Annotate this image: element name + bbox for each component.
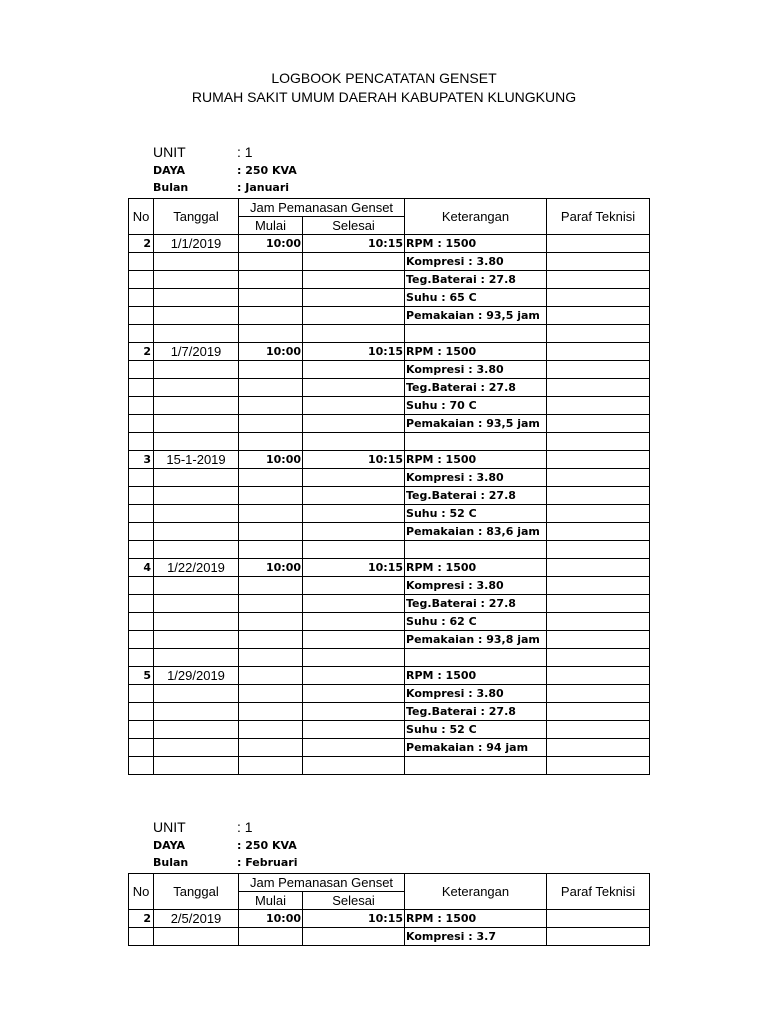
empty-cell: [154, 271, 239, 289]
table-row: [129, 910, 650, 928]
header-jam-pemanasan: Jam Pemanasan Genset: [239, 199, 405, 217]
header-paraf: Paraf Teknisi: [547, 874, 650, 910]
empty-cell: [303, 577, 405, 595]
empty-cell: [154, 721, 239, 739]
empty-cell: [154, 307, 239, 325]
entry-keterangan: Teg.Baterai : 27.8: [405, 271, 547, 289]
empty-cell: [129, 757, 154, 775]
entry-keterangan: Suhu : 65 C: [405, 289, 547, 307]
header-keterangan: Keterangan: [405, 874, 547, 910]
daya-value: : 250 KVA: [237, 164, 297, 177]
header-jam-pemanasan: Jam Pemanasan Genset: [239, 874, 405, 892]
empty-cell: [303, 703, 405, 721]
bulan-label: Bulan: [153, 856, 189, 869]
entry-keterangan: Pemakaian : 93,5 jam: [405, 415, 547, 433]
table-row: [129, 469, 650, 487]
entry-no: 2: [129, 910, 154, 928]
entry-paraf: [547, 649, 650, 667]
entry-keterangan: RPM : 1500: [405, 235, 547, 253]
empty-cell: [154, 613, 239, 631]
empty-cell: [129, 289, 154, 307]
table-row: [129, 505, 650, 523]
empty-cell: [154, 703, 239, 721]
entry-paraf: [547, 613, 650, 631]
empty-cell: [154, 361, 239, 379]
table-row: [129, 379, 650, 397]
table-row: [129, 721, 650, 739]
entry-paraf: [547, 361, 650, 379]
entry-keterangan: RPM : 1500: [405, 667, 547, 685]
header-selesai: Selesai: [303, 217, 405, 235]
empty-cell: [129, 253, 154, 271]
empty-cell: [239, 469, 303, 487]
entry-keterangan: Suhu : 70 C: [405, 397, 547, 415]
entry-paraf: [547, 307, 650, 325]
empty-cell: [154, 289, 239, 307]
table-row: [129, 325, 650, 343]
entry-no: 2: [129, 343, 154, 361]
empty-cell: [129, 379, 154, 397]
unit-value: : 1: [237, 144, 253, 160]
entry-paraf: [547, 397, 650, 415]
empty-cell: [303, 397, 405, 415]
empty-cell: [129, 271, 154, 289]
entry-paraf: [547, 757, 650, 775]
table-row: [129, 487, 650, 505]
entry-paraf: [547, 928, 650, 946]
table-row: [129, 307, 650, 325]
empty-cell: [239, 595, 303, 613]
empty-cell: [303, 271, 405, 289]
title-line-2: RUMAH SAKIT UMUM DAERAH KABUPATEN KLUNGKUNG: [191, 89, 577, 105]
unit-label: UNIT: [153, 819, 186, 835]
entry-keterangan: Teg.Baterai : 27.8: [405, 487, 547, 505]
empty-cell: [154, 469, 239, 487]
empty-cell: [129, 613, 154, 631]
empty-cell: [154, 631, 239, 649]
entry-keterangan: Kompresi : 3.80: [405, 253, 547, 271]
entry-paraf: [547, 667, 650, 685]
table-header-row: [129, 874, 650, 892]
entry-paraf: [547, 505, 650, 523]
entry-keterangan: Teg.Baterai : 27.8: [405, 703, 547, 721]
entry-keterangan: RPM : 1500: [405, 451, 547, 469]
table-row: [129, 433, 650, 451]
empty-cell: [129, 433, 154, 451]
entry-mulai: 10:00: [239, 910, 303, 928]
table-row: [129, 397, 650, 415]
entry-paraf: [547, 451, 650, 469]
table-header-row: [129, 199, 650, 217]
table-row: [129, 271, 650, 289]
entry-paraf: [547, 703, 650, 721]
table-row: [129, 649, 650, 667]
empty-cell: [239, 397, 303, 415]
empty-cell: [239, 685, 303, 703]
entry-tanggal: 1/29/2019: [154, 667, 239, 685]
empty-cell: [154, 685, 239, 703]
entry-keterangan: RPM : 1500: [405, 910, 547, 928]
entry-selesai: 10:15: [303, 559, 405, 577]
entry-keterangan: [405, 757, 547, 775]
empty-cell: [303, 757, 405, 775]
empty-cell: [303, 649, 405, 667]
bulan-label: Bulan: [153, 181, 189, 194]
entry-paraf: [547, 595, 650, 613]
empty-cell: [239, 577, 303, 595]
entry-mulai: [239, 667, 303, 685]
empty-cell: [239, 649, 303, 667]
bulan-value: : Februari: [237, 856, 298, 869]
entry-selesai: 10:15: [303, 910, 405, 928]
empty-cell: [154, 757, 239, 775]
empty-cell: [129, 649, 154, 667]
empty-cell: [129, 577, 154, 595]
table-row: [129, 289, 650, 307]
entry-keterangan: RPM : 1500: [405, 559, 547, 577]
empty-cell: [129, 361, 154, 379]
daya-label: DAYA: [153, 839, 186, 852]
table-row: [129, 667, 650, 685]
entry-keterangan: Suhu : 52 C: [405, 721, 547, 739]
entry-keterangan: Suhu : 52 C: [405, 505, 547, 523]
empty-cell: [239, 379, 303, 397]
empty-cell: [303, 289, 405, 307]
entry-mulai: 10:00: [239, 451, 303, 469]
entry-paraf: [547, 685, 650, 703]
entry-mulai: 10:00: [239, 235, 303, 253]
bulan-value: : Januari: [237, 181, 290, 194]
entry-keterangan: Kompresi : 3.80: [405, 577, 547, 595]
entry-paraf: [547, 379, 650, 397]
entry-selesai: 10:15: [303, 343, 405, 361]
empty-cell: [303, 307, 405, 325]
empty-cell: [239, 631, 303, 649]
empty-cell: [129, 307, 154, 325]
entry-paraf: [547, 523, 650, 541]
entry-keterangan: Suhu : 62 C: [405, 613, 547, 631]
empty-cell: [154, 433, 239, 451]
entry-keterangan: Teg.Baterai : 27.8: [405, 595, 547, 613]
entry-paraf: [547, 253, 650, 271]
header-paraf: Paraf Teknisi: [547, 199, 650, 235]
entry-keterangan: Pemakaian : 93,5 jam: [405, 307, 547, 325]
empty-cell: [154, 325, 239, 343]
empty-cell: [303, 505, 405, 523]
empty-cell: [129, 523, 154, 541]
entry-paraf: [547, 415, 650, 433]
entry-paraf: [547, 271, 650, 289]
empty-cell: [239, 739, 303, 757]
entry-keterangan: [405, 541, 547, 559]
entry-tanggal: 2/5/2019: [154, 910, 239, 928]
empty-cell: [154, 523, 239, 541]
entry-paraf: [547, 541, 650, 559]
entry-paraf: [547, 487, 650, 505]
empty-cell: [129, 325, 154, 343]
header-tanggal: Tanggal: [154, 874, 239, 910]
table-row: [129, 235, 650, 253]
empty-cell: [239, 505, 303, 523]
empty-cell: [154, 928, 239, 946]
entry-paraf: [547, 343, 650, 361]
empty-cell: [239, 703, 303, 721]
empty-cell: [239, 307, 303, 325]
daya-value: : 250 KVA: [237, 839, 297, 852]
empty-cell: [129, 469, 154, 487]
empty-cell: [129, 685, 154, 703]
entry-keterangan: [405, 433, 547, 451]
empty-cell: [154, 379, 239, 397]
table-row: [129, 415, 650, 433]
empty-cell: [303, 541, 405, 559]
empty-cell: [154, 253, 239, 271]
empty-cell: [129, 505, 154, 523]
empty-cell: [303, 253, 405, 271]
entry-paraf: [547, 433, 650, 451]
empty-cell: [239, 928, 303, 946]
header-tanggal: Tanggal: [154, 199, 239, 235]
empty-cell: [239, 541, 303, 559]
logbook-table: [128, 873, 650, 946]
empty-cell: [154, 487, 239, 505]
table-row: [129, 631, 650, 649]
entry-paraf: [547, 325, 650, 343]
entry-paraf: [547, 910, 650, 928]
empty-cell: [154, 739, 239, 757]
entry-keterangan: Teg.Baterai : 27.8: [405, 379, 547, 397]
empty-cell: [303, 433, 405, 451]
entry-keterangan: Kompresi : 3.80: [405, 469, 547, 487]
entry-no: 2: [129, 235, 154, 253]
empty-cell: [129, 595, 154, 613]
empty-cell: [239, 523, 303, 541]
entry-paraf: [547, 559, 650, 577]
entry-tanggal: 1/7/2019: [154, 343, 239, 361]
entry-no: 5: [129, 667, 154, 685]
empty-cell: [129, 415, 154, 433]
empty-cell: [129, 739, 154, 757]
empty-cell: [303, 523, 405, 541]
entry-tanggal: 1/22/2019: [154, 559, 239, 577]
empty-cell: [303, 361, 405, 379]
empty-cell: [303, 487, 405, 505]
empty-cell: [303, 721, 405, 739]
empty-cell: [303, 631, 405, 649]
empty-cell: [154, 505, 239, 523]
entry-selesai: 10:15: [303, 451, 405, 469]
title-line-1: LOGBOOK PENCATATAN GENSET: [271, 70, 497, 86]
table-row: [129, 343, 650, 361]
empty-cell: [239, 613, 303, 631]
empty-cell: [239, 289, 303, 307]
entry-paraf: [547, 721, 650, 739]
entry-keterangan: Pemakaian : 94 jam: [405, 739, 547, 757]
entry-selesai: 10:15: [303, 235, 405, 253]
empty-cell: [303, 415, 405, 433]
table-row: [129, 757, 650, 775]
empty-cell: [239, 415, 303, 433]
entry-tanggal: 15-1-2019: [154, 451, 239, 469]
entry-paraf: [547, 235, 650, 253]
header-mulai: Mulai: [239, 892, 303, 910]
entry-paraf: [547, 289, 650, 307]
empty-cell: [129, 541, 154, 559]
empty-cell: [129, 487, 154, 505]
entry-no: 3: [129, 451, 154, 469]
table-row: [129, 559, 650, 577]
entry-mulai: 10:00: [239, 343, 303, 361]
header-keterangan: Keterangan: [405, 199, 547, 235]
entry-keterangan: Kompresi : 3.80: [405, 685, 547, 703]
empty-cell: [303, 379, 405, 397]
empty-cell: [239, 361, 303, 379]
entry-no: 4: [129, 559, 154, 577]
empty-cell: [239, 325, 303, 343]
entry-keterangan: Pemakaian : 93,8 jam: [405, 631, 547, 649]
header-mulai: Mulai: [239, 217, 303, 235]
table-row: [129, 613, 650, 631]
empty-cell: [303, 928, 405, 946]
empty-cell: [303, 469, 405, 487]
table-row: [129, 685, 650, 703]
empty-cell: [303, 613, 405, 631]
table-row: [129, 361, 650, 379]
daya-label: DAYA: [153, 164, 186, 177]
empty-cell: [129, 397, 154, 415]
empty-cell: [129, 631, 154, 649]
empty-cell: [239, 487, 303, 505]
table-row: [129, 703, 650, 721]
logbook-table: [128, 198, 650, 775]
empty-cell: [303, 595, 405, 613]
empty-cell: [239, 271, 303, 289]
entry-paraf: [547, 469, 650, 487]
empty-cell: [154, 415, 239, 433]
entry-paraf: [547, 631, 650, 649]
empty-cell: [239, 253, 303, 271]
header-selesai: Selesai: [303, 892, 405, 910]
table-row: [129, 451, 650, 469]
table-row: [129, 739, 650, 757]
empty-cell: [154, 649, 239, 667]
header-no: No: [129, 874, 154, 910]
entry-keterangan: RPM : 1500: [405, 343, 547, 361]
table-row: [129, 577, 650, 595]
empty-cell: [154, 595, 239, 613]
entry-keterangan: Kompresi : 3.80: [405, 361, 547, 379]
empty-cell: [239, 433, 303, 451]
entry-keterangan: [405, 649, 547, 667]
empty-cell: [303, 739, 405, 757]
table-row: [129, 523, 650, 541]
table-row: [129, 541, 650, 559]
entry-paraf: [547, 577, 650, 595]
header-no: No: [129, 199, 154, 235]
entry-tanggal: 1/1/2019: [154, 235, 239, 253]
entry-paraf: [547, 739, 650, 757]
entry-selesai: [303, 667, 405, 685]
entry-keterangan: [405, 325, 547, 343]
empty-cell: [129, 703, 154, 721]
empty-cell: [129, 928, 154, 946]
entry-mulai: 10:00: [239, 559, 303, 577]
unit-value: : 1: [237, 819, 253, 835]
unit-label: UNIT: [153, 144, 186, 160]
empty-cell: [303, 325, 405, 343]
entry-keterangan: Kompresi : 3.7: [405, 928, 547, 946]
empty-cell: [129, 721, 154, 739]
table-row: [129, 928, 650, 946]
empty-cell: [154, 577, 239, 595]
table-row: [129, 253, 650, 271]
empty-cell: [154, 397, 239, 415]
entry-keterangan: Pemakaian : 83,6 jam: [405, 523, 547, 541]
empty-cell: [239, 757, 303, 775]
empty-cell: [239, 721, 303, 739]
empty-cell: [154, 541, 239, 559]
empty-cell: [303, 685, 405, 703]
table-row: [129, 595, 650, 613]
